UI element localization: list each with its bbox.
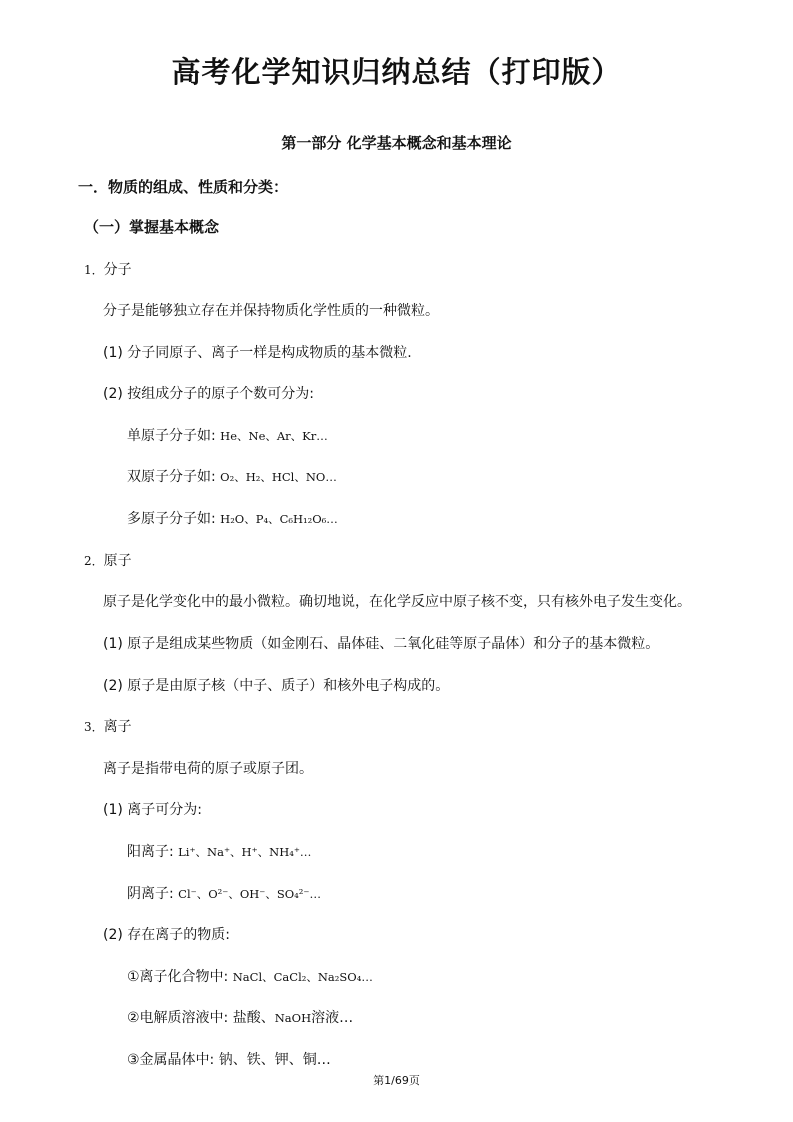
s2-item2-text: 原子是由原子核（中子、质子）和核外电子构成的。 (127, 678, 450, 694)
s3-title: 离子 (103, 719, 132, 735)
s1-heading (84, 259, 132, 279)
s1-poly (127, 508, 338, 528)
s3-item2-text: 存在离子的物质: (127, 927, 231, 943)
s3-electrolyte-b: NaOH (274, 1011, 312, 1025)
section-heading: 一．物质的组成、性质和分类： (78, 178, 289, 196)
subsection-heading: （一）掌握基本概念 (84, 218, 220, 236)
document-title: 高考化学知识归纳总结（打印版） (171, 55, 622, 89)
s3-item1 (103, 799, 202, 819)
s3-anion-label: 阴离子: (127, 886, 174, 902)
s3-metal-examples: 钠、铁、钾、铜… (218, 1052, 331, 1068)
s3-anion (127, 883, 321, 903)
s3-item2 (103, 924, 230, 944)
s1-item2-prefix: (2) (103, 386, 123, 402)
s3-heading (84, 716, 132, 736)
s1-di-examples: O₂、H₂、HCl、NO… (220, 470, 337, 484)
s2-item2 (103, 675, 449, 695)
s3-metal (127, 1049, 331, 1069)
page-number: 第1/69页 (373, 1074, 420, 1087)
s3-cation (127, 841, 311, 861)
s2-number: 2． (84, 554, 104, 568)
s1-item2 (103, 383, 314, 403)
s3-number: 3． (84, 720, 104, 734)
s2-title: 原子 (103, 553, 132, 569)
s2-item1-prefix: (1) (103, 636, 123, 652)
s3-item1-text: 离子可分为: (127, 802, 203, 818)
s3-item2-prefix: (2) (103, 927, 123, 943)
s3-metal-label: ③金属晶体中: (127, 1052, 215, 1068)
s2-heading (84, 550, 132, 570)
s1-title: 分子 (103, 262, 132, 278)
s3-cation-examples: Li⁺、Na⁺、H⁺、NH₄⁺… (178, 845, 312, 859)
s1-item2-text: 按组成分子的原子个数可分为: (127, 386, 315, 402)
s1-item1 (103, 342, 412, 362)
s1-mono-label: 单原子分子如: (127, 428, 216, 444)
s1-item1-text: 分子同原子、离子一样是构成物质的基本微粒. (127, 345, 412, 361)
s3-definition: 离子是指带电荷的原子或原子团。 (103, 761, 313, 777)
s2-item2-prefix: (2) (103, 678, 123, 694)
s3-electrolyte-a: 盐酸、 (232, 1010, 275, 1026)
s3-electrolyte (127, 1007, 353, 1027)
s1-number: 1． (84, 263, 104, 277)
s1-mono (127, 425, 328, 445)
s3-electrolyte-c: 溶液… (311, 1010, 354, 1026)
s1-definition: 分子是能够独立存在并保持物质化学性质的一种微粒。 (103, 303, 439, 319)
s2-item1 (103, 633, 659, 653)
s1-mono-examples: He、Ne、Ar、Kr… (220, 429, 328, 443)
s3-ionic-examples: NaCl、CaCl₂、Na₂SO₄… (232, 970, 373, 984)
s3-electrolyte-label: ②电解质溶液中: (127, 1010, 229, 1026)
s3-item1-prefix: (1) (103, 802, 123, 818)
s3-cation-label: 阳离子: (127, 844, 174, 860)
s3-ionic-label: ①离子化合物中: (127, 969, 229, 985)
s2-item1-text: 原子是组成某些物质（如金刚石、晶体硅、二氧化硅等原子晶体）和分子的基本微粒。 (127, 636, 660, 652)
part-heading: 第一部分 化学基本概念和基本理论 (281, 134, 512, 152)
s3-anion-examples: Cl⁻、O²⁻、OH⁻、SO₄²⁻… (178, 887, 321, 901)
s1-poly-label: 多原子分子如: (127, 511, 216, 527)
s2-definition: 原子是化学变化中的最小微粒。确切地说，在化学反应中原子核不变，只有核外电子发生变化。 (103, 594, 691, 610)
s1-poly-examples: H₂O、P₄、C₆H₁₂O₆… (220, 512, 338, 526)
s1-di (127, 466, 337, 486)
s3-ionic (127, 966, 373, 986)
s1-item1-prefix: (1) (103, 345, 123, 361)
s1-di-label: 双原子分子如: (127, 469, 216, 485)
